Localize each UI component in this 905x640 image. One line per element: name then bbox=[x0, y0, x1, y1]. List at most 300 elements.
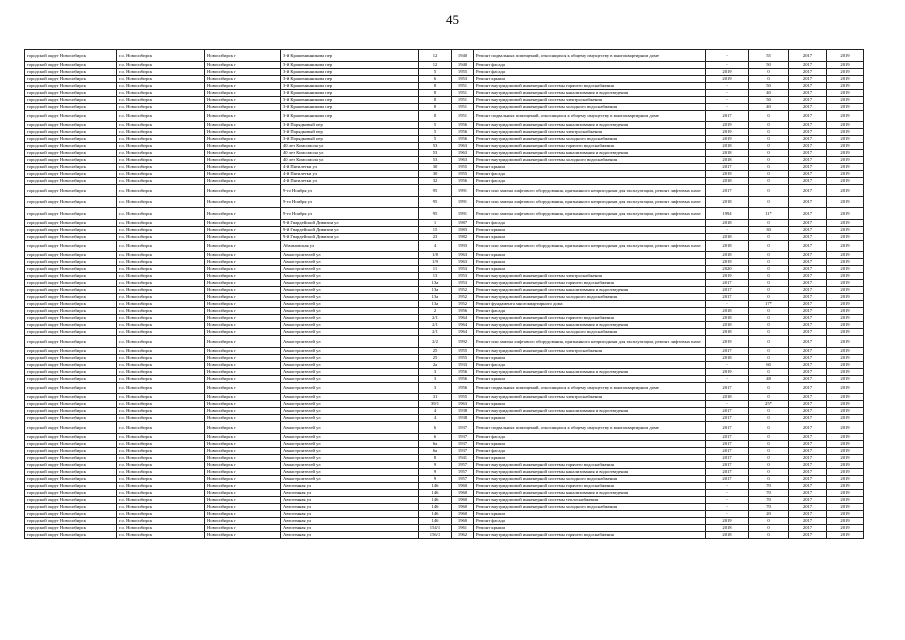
build-year-cell: 1961 bbox=[452, 524, 474, 531]
city-cell: Новосибирск г bbox=[205, 354, 281, 361]
work-type-cell: Ремонт фасада bbox=[474, 517, 706, 524]
city-cell: Новосибирск г bbox=[205, 336, 281, 348]
work-type-cell: Ремонт крыши bbox=[474, 375, 706, 382]
city-cell: Новосибирск г bbox=[205, 308, 281, 315]
work-type-cell: Ремонт внутридомовой инженерной системы электроснабжения bbox=[474, 96, 706, 103]
wear-percent-cell: 0 bbox=[749, 468, 789, 475]
city-cell: Новосибирск г bbox=[205, 75, 281, 82]
last-repair-year-cell: 2019 bbox=[706, 336, 749, 348]
plan-start-cell: 2017 bbox=[789, 252, 827, 259]
house-number-cell: 12 bbox=[419, 61, 452, 68]
plan-end-cell: 2019 bbox=[827, 164, 864, 171]
house-number-cell: 1/9 bbox=[419, 259, 452, 266]
municipality-cell: городской округ Новосибирск bbox=[25, 475, 117, 482]
district-cell: г.о. Новосибирск bbox=[117, 89, 205, 96]
municipality-cell: городской округ Новосибирск bbox=[25, 347, 117, 354]
work-type-cell: Ремонт фасада bbox=[474, 361, 706, 368]
last-repair-year-cell: - bbox=[706, 510, 749, 517]
city-cell: Новосибирск г bbox=[205, 531, 281, 538]
plan-end-cell: 2019 bbox=[827, 252, 864, 259]
plan-end-cell: 2019 bbox=[827, 354, 864, 361]
district-cell: г.о. Новосибирск bbox=[117, 96, 205, 103]
plan-start-cell: 2017 bbox=[789, 136, 827, 143]
street-cell: Авиастроителей ул bbox=[281, 475, 419, 482]
house-number-cell: 156/1 bbox=[419, 531, 452, 538]
work-type-cell: Ремонт крыши bbox=[474, 266, 706, 273]
plan-start-cell: 2017 bbox=[789, 524, 827, 531]
work-type-cell: Ремонт крыши bbox=[474, 259, 706, 266]
plan-start-cell: 2017 bbox=[789, 164, 827, 171]
plan-start-cell: 2017 bbox=[789, 440, 827, 447]
table-row bbox=[25, 308, 864, 315]
plan-start-cell: 2017 bbox=[789, 354, 827, 361]
plan-start-cell: 2017 bbox=[789, 196, 827, 208]
plan-end-cell: 2019 bbox=[827, 315, 864, 322]
house-number-cell: 53 bbox=[419, 150, 452, 157]
plan-start-cell: 2017 bbox=[789, 461, 827, 468]
last-repair-year-cell: 2017 bbox=[706, 185, 749, 197]
table-row bbox=[25, 273, 864, 280]
plan-start-cell: 2017 bbox=[789, 382, 827, 394]
table-row bbox=[25, 110, 864, 122]
city-cell: Новосибирск г bbox=[205, 375, 281, 382]
plan-end-cell: 2019 bbox=[827, 103, 864, 110]
build-year-cell: 1937 bbox=[452, 440, 474, 447]
house-number-cell: 95 bbox=[419, 196, 452, 208]
work-type-cell: Ремонт подвальных помещений, относящихся к общему имуществу в многоквартирном доме bbox=[474, 382, 706, 394]
district-cell: г.о. Новосибирск bbox=[117, 68, 205, 75]
plan-start-cell: 2017 bbox=[789, 82, 827, 89]
plan-start-cell: 2017 bbox=[789, 394, 827, 401]
table-row bbox=[25, 461, 864, 468]
municipality-cell: городской округ Новосибирск bbox=[25, 136, 117, 143]
plan-start-cell: 2017 bbox=[789, 233, 827, 240]
plan-start-cell: 2017 bbox=[789, 103, 827, 110]
house-number-cell: 25 bbox=[419, 354, 452, 361]
house-number-cell: 154/1 bbox=[419, 524, 452, 531]
last-repair-year-cell: 2019 bbox=[706, 273, 749, 280]
last-repair-year-cell: - bbox=[706, 401, 749, 408]
municipality-cell: городской округ Новосибирск bbox=[25, 517, 117, 524]
table-row bbox=[25, 503, 864, 510]
table-row bbox=[25, 524, 864, 531]
city-cell: Новосибирск г bbox=[205, 273, 281, 280]
municipality-cell: городской округ Новосибирск bbox=[25, 382, 117, 394]
street-cell: 9-го Ноября ул bbox=[281, 185, 419, 197]
house-number-cell: 53 bbox=[419, 143, 452, 150]
municipality-cell: городской округ Новосибирск bbox=[25, 503, 117, 510]
wear-percent-cell: 0 bbox=[749, 150, 789, 157]
build-year-cell: 1951 bbox=[452, 89, 474, 96]
wear-percent-cell: 55 bbox=[749, 50, 789, 62]
build-year-cell: 1953 bbox=[452, 266, 474, 273]
wear-percent-cell: 0 bbox=[749, 280, 789, 287]
plan-start-cell: 2017 bbox=[789, 468, 827, 475]
plan-end-cell: 2019 bbox=[827, 280, 864, 287]
municipality-cell: городской округ Новосибирск bbox=[25, 294, 117, 301]
city-cell: Новосибирск г bbox=[205, 482, 281, 489]
district-cell: г.о. Новосибирск bbox=[117, 82, 205, 89]
wear-percent-cell: 0 bbox=[749, 219, 789, 226]
house-number-cell: 13а bbox=[419, 287, 452, 294]
last-repair-year-cell: 2017 bbox=[706, 468, 749, 475]
table-row bbox=[25, 129, 864, 136]
work-type-cell: Ремонт внутридомовой инженерной системы горячего водоснабжения bbox=[474, 82, 706, 89]
house-number-cell: 9 bbox=[419, 475, 452, 482]
table-row bbox=[25, 226, 864, 233]
district-cell: г.о. Новосибирск bbox=[117, 185, 205, 197]
build-year-cell: 1952 bbox=[452, 287, 474, 294]
municipality-cell: городской округ Новосибирск bbox=[25, 408, 117, 415]
work-type-cell: Ремонт внутридомовой инженерной системы электроснабжения bbox=[474, 394, 706, 401]
district-cell: г.о. Новосибирск bbox=[117, 294, 205, 301]
street-cell: Авиастроителей ул bbox=[281, 368, 419, 375]
wear-percent-cell: 60 bbox=[749, 361, 789, 368]
house-number-cell: 13а bbox=[419, 294, 452, 301]
district-cell: г.о. Новосибирск bbox=[117, 375, 205, 382]
plan-end-cell: 2019 bbox=[827, 157, 864, 164]
street-cell: Авиастроителей ул bbox=[281, 401, 419, 408]
work-type-cell: Ремонт внутридомовой инженерной системы канализования и водоотведения bbox=[474, 287, 706, 294]
last-repair-year-cell: 2017 bbox=[706, 164, 749, 171]
municipality-cell: городской округ Новосибирск bbox=[25, 75, 117, 82]
build-year-cell: 1960 bbox=[452, 496, 474, 503]
city-cell: Новосибирск г bbox=[205, 266, 281, 273]
last-repair-year-cell: 2017 bbox=[706, 294, 749, 301]
plan-start-cell: 2017 bbox=[789, 178, 827, 185]
municipality-cell: городской округ Новосибирск bbox=[25, 240, 117, 252]
municipality-cell: городской округ Новосибирск bbox=[25, 433, 117, 440]
table-row bbox=[25, 171, 864, 178]
street-cell: Авиастроителей ул bbox=[281, 361, 419, 368]
house-number-cell: 4 bbox=[419, 408, 452, 415]
last-repair-year-cell: 2020 bbox=[706, 266, 749, 273]
last-repair-year-cell: 2018 bbox=[706, 157, 749, 164]
house-number-cell: 146 bbox=[419, 482, 452, 489]
municipality-cell: городской округ Новосибирск bbox=[25, 273, 117, 280]
plan-end-cell: 2019 bbox=[827, 178, 864, 185]
work-type-cell: Ремонт внутридомовой инженерной системы горячего водоснабжения bbox=[474, 461, 706, 468]
city-cell: Новосибирск г bbox=[205, 50, 281, 62]
plan-end-cell: 2019 bbox=[827, 401, 864, 408]
plan-end-cell: 2019 bbox=[827, 422, 864, 434]
plan-start-cell: 2017 bbox=[789, 422, 827, 434]
plan-end-cell: 2019 bbox=[827, 50, 864, 62]
street-cell: 3-й Порядковый пер bbox=[281, 122, 419, 129]
build-year-cell: 1987 bbox=[452, 219, 474, 226]
district-cell: г.о. Новосибирск bbox=[117, 103, 205, 110]
wear-percent-cell: 0 bbox=[749, 415, 789, 422]
house-number-cell: 6 bbox=[419, 433, 452, 440]
build-year-cell: 1955 bbox=[452, 354, 474, 361]
build-year-cell: 1940 bbox=[452, 61, 474, 68]
plan-start-cell: 2017 bbox=[789, 150, 827, 157]
plan-end-cell: 2019 bbox=[827, 143, 864, 150]
house-number-cell: 15 bbox=[419, 226, 452, 233]
table-row bbox=[25, 196, 864, 208]
wear-percent-cell: 0 bbox=[749, 233, 789, 240]
last-repair-year-cell: - bbox=[706, 226, 749, 233]
house-number-cell: 146 bbox=[419, 489, 452, 496]
plan-start-cell: 2017 bbox=[789, 208, 827, 220]
last-repair-year-cell: 2019 bbox=[706, 171, 749, 178]
table-row bbox=[25, 510, 864, 517]
municipality-cell: городской округ Новосибирск bbox=[25, 336, 117, 348]
table-row bbox=[25, 336, 864, 348]
street-cell: 3-й Крашенинникова пер bbox=[281, 103, 419, 110]
house-number-cell: 25 bbox=[419, 347, 452, 354]
plan-end-cell: 2019 bbox=[827, 185, 864, 197]
last-repair-year-cell: 2017 bbox=[706, 461, 749, 468]
wear-percent-cell: 0 bbox=[749, 136, 789, 143]
municipality-cell: городской округ Новосибирск bbox=[25, 96, 117, 103]
last-repair-year-cell: 2018 bbox=[706, 143, 749, 150]
street-cell: 3-й Порядковый пер bbox=[281, 136, 419, 143]
plan-start-cell: 2017 bbox=[789, 475, 827, 482]
municipality-cell: городской округ Новосибирск bbox=[25, 280, 117, 287]
municipality-cell: городской округ Новосибирск bbox=[25, 103, 117, 110]
wear-percent-cell: 20 bbox=[749, 510, 789, 517]
municipality-cell: городской округ Новосибирск bbox=[25, 415, 117, 422]
municipality-cell: городской округ Новосибирск bbox=[25, 287, 117, 294]
district-cell: г.о. Новосибирск bbox=[117, 329, 205, 336]
wear-percent-cell: 0 bbox=[749, 354, 789, 361]
municipality-cell: городской округ Новосибирск bbox=[25, 164, 117, 171]
city-cell: Новосибирск г bbox=[205, 503, 281, 510]
plan-end-cell: 2019 bbox=[827, 524, 864, 531]
city-cell: Новосибирск г bbox=[205, 110, 281, 122]
district-cell: г.о. Новосибирск bbox=[117, 219, 205, 226]
wear-percent-cell: 0 bbox=[749, 185, 789, 197]
district-cell: г.о. Новосибирск bbox=[117, 382, 205, 394]
work-type-cell: Ремонт крыши bbox=[474, 233, 706, 240]
plan-end-cell: 2019 bbox=[827, 408, 864, 415]
house-number-cell: 2/1 bbox=[419, 322, 452, 329]
street-cell: Авиастроителей ул bbox=[281, 468, 419, 475]
plan-end-cell: 2019 bbox=[827, 368, 864, 375]
plan-end-cell: 2019 bbox=[827, 196, 864, 208]
city-cell: Новосибирск г bbox=[205, 68, 281, 75]
last-repair-year-cell: - bbox=[706, 82, 749, 89]
city-cell: Новосибирск г bbox=[205, 524, 281, 531]
last-repair-year-cell: 2019 bbox=[706, 122, 749, 129]
work-type-cell: Ремонт внутридомовой инженерной системы холодного водоснабжения bbox=[474, 157, 706, 164]
table-row bbox=[25, 287, 864, 294]
municipality-cell: городской округ Новосибирск bbox=[25, 171, 117, 178]
district-cell: г.о. Новосибирск bbox=[117, 136, 205, 143]
plan-start-cell: 2017 bbox=[789, 259, 827, 266]
house-number-cell: 11 bbox=[419, 266, 452, 273]
wear-percent-cell: 50 bbox=[749, 96, 789, 103]
build-year-cell: 1964 bbox=[452, 315, 474, 322]
wear-percent-cell: 0 bbox=[749, 347, 789, 354]
work-type-cell: Ремонт или замена лифтового оборудования, признанного непригодным для эксплуатации, ремонт лифтовых шахт bbox=[474, 196, 706, 208]
city-cell: Новосибирск г bbox=[205, 143, 281, 150]
work-type-cell: Ремонт внутридомовой инженерной системы электроснабжения bbox=[474, 129, 706, 136]
wear-percent-cell: 50 bbox=[749, 61, 789, 68]
last-repair-year-cell: 2017 bbox=[706, 422, 749, 434]
work-type-cell: Ремонт или замена лифтового оборудования, признанного непригодным для эксплуатации, ремонт лифтовых шахт bbox=[474, 336, 706, 348]
plan-end-cell: 2019 bbox=[827, 266, 864, 273]
plan-start-cell: 2017 bbox=[789, 129, 827, 136]
street-cell: Авиастроителей ул bbox=[281, 375, 419, 382]
district-cell: г.о. Новосибирск bbox=[117, 394, 205, 401]
district-cell: г.о. Новосибирск bbox=[117, 475, 205, 482]
plan-end-cell: 2019 bbox=[827, 394, 864, 401]
district-cell: г.о. Новосибирск bbox=[117, 447, 205, 454]
street-cell: 40 лет Комсомола ул bbox=[281, 150, 419, 157]
wear-percent-cell: 0 bbox=[749, 164, 789, 171]
house-number-cell: 6а bbox=[419, 440, 452, 447]
wear-percent-cell: 0 bbox=[749, 368, 789, 375]
house-number-cell: 30 bbox=[419, 171, 452, 178]
plan-end-cell: 2019 bbox=[827, 136, 864, 143]
last-repair-year-cell: - bbox=[706, 61, 749, 68]
wear-percent-cell: 70 bbox=[749, 482, 789, 489]
house-number-cell: 4 bbox=[419, 240, 452, 252]
district-cell: г.о. Новосибирск bbox=[117, 461, 205, 468]
last-repair-year-cell: - bbox=[706, 96, 749, 103]
wear-percent-cell: 0 bbox=[749, 259, 789, 266]
street-cell: Авиастроителей ул bbox=[281, 294, 419, 301]
plan-end-cell: 2019 bbox=[827, 122, 864, 129]
work-type-cell: Ремонт фасада bbox=[474, 308, 706, 315]
house-number-cell: 1 bbox=[419, 219, 452, 226]
municipality-cell: городской округ Новосибирск bbox=[25, 219, 117, 226]
district-cell: г.о. Новосибирск bbox=[117, 61, 205, 68]
work-type-cell: Ремонт внутридомовой инженерной системы холодного водоснабжения bbox=[474, 103, 706, 110]
district-cell: г.о. Новосибирск bbox=[117, 408, 205, 415]
wear-percent-cell: 50 bbox=[749, 82, 789, 89]
table-row bbox=[25, 280, 864, 287]
street-cell: 3-й Крашенинникова пер bbox=[281, 110, 419, 122]
build-year-cell: 1937 bbox=[452, 447, 474, 454]
house-number-cell: 8 bbox=[419, 96, 452, 103]
build-year-cell: 1951 bbox=[452, 96, 474, 103]
table-row bbox=[25, 75, 864, 82]
last-repair-year-cell: 2018 bbox=[706, 308, 749, 315]
house-number-cell: 5 bbox=[419, 68, 452, 75]
house-number-cell: 8 bbox=[419, 110, 452, 122]
municipality-cell: городской округ Новосибирск bbox=[25, 185, 117, 197]
table-row bbox=[25, 301, 864, 308]
work-type-cell: Ремонт внутридомовой инженерной системы холодного водоснабжения bbox=[474, 503, 706, 510]
table-row bbox=[25, 164, 864, 171]
plan-start-cell: 2017 bbox=[789, 75, 827, 82]
municipality-cell: городской округ Новосибирск bbox=[25, 308, 117, 315]
build-year-cell: 1937 bbox=[452, 422, 474, 434]
last-repair-year-cell: 2018 bbox=[706, 524, 749, 531]
house-number-cell: 8 bbox=[419, 454, 452, 461]
plan-end-cell: 2019 bbox=[827, 361, 864, 368]
table-row bbox=[25, 517, 864, 524]
house-number-cell: 30 bbox=[419, 164, 452, 171]
plan-start-cell: 2017 bbox=[789, 433, 827, 440]
work-type-cell: Ремонт внутридомовой инженерной системы канализования и водоотведения bbox=[474, 408, 706, 415]
build-year-cell: 1953 bbox=[452, 75, 474, 82]
build-year-cell: 1952 bbox=[452, 294, 474, 301]
last-repair-year-cell: 2017 bbox=[706, 382, 749, 394]
wear-percent-cell: 0 bbox=[749, 122, 789, 129]
work-type-cell: Ремонт фасада bbox=[474, 433, 706, 440]
plan-start-cell: 2017 bbox=[789, 375, 827, 382]
build-year-cell: 1963 bbox=[452, 401, 474, 408]
municipality-cell: городской округ Новосибирск bbox=[25, 89, 117, 96]
city-cell: Новосибирск г bbox=[205, 401, 281, 408]
plan-end-cell: 2019 bbox=[827, 375, 864, 382]
district-cell: г.о. Новосибирск bbox=[117, 75, 205, 82]
district-cell: г.о. Новосибирск bbox=[117, 259, 205, 266]
municipality-cell: городской округ Новосибирск bbox=[25, 361, 117, 368]
work-type-cell: Ремонт внутридомовой инженерной системы канализования и водоотведения bbox=[474, 150, 706, 157]
wear-percent-cell: 0 bbox=[749, 308, 789, 315]
house-number-cell: 5 bbox=[419, 129, 452, 136]
plan-start-cell: 2017 bbox=[789, 315, 827, 322]
wear-percent-cell: 0 bbox=[749, 315, 789, 322]
plan-end-cell: 2019 bbox=[827, 150, 864, 157]
plan-start-cell: 2017 bbox=[789, 447, 827, 454]
plan-end-cell: 2019 bbox=[827, 468, 864, 475]
wear-percent-cell: 0 bbox=[749, 252, 789, 259]
last-repair-year-cell: - bbox=[706, 503, 749, 510]
house-number-cell: 2 bbox=[419, 308, 452, 315]
work-type-cell: Ремонт крыши bbox=[474, 440, 706, 447]
table-row bbox=[25, 354, 864, 361]
table-row bbox=[25, 252, 864, 259]
table-row bbox=[25, 329, 864, 336]
district-cell: г.о. Новосибирск bbox=[117, 150, 205, 157]
build-year-cell: 1938 bbox=[452, 408, 474, 415]
work-type-cell: Ремонт фундамента многоквартирного дома bbox=[474, 301, 706, 308]
house-number-cell: 2/2 bbox=[419, 336, 452, 348]
house-number-cell: 9 bbox=[419, 468, 452, 475]
municipality-cell: городской округ Новосибирск bbox=[25, 368, 117, 375]
table-row bbox=[25, 489, 864, 496]
table-row bbox=[25, 178, 864, 185]
last-repair-year-cell: 2017 bbox=[706, 280, 749, 287]
plan-end-cell: 2019 bbox=[827, 89, 864, 96]
work-type-cell: Ремонт фасада bbox=[474, 171, 706, 178]
build-year-cell: 1951 bbox=[452, 103, 474, 110]
street-cell: 3-й Крашенинникова пер bbox=[281, 61, 419, 68]
wear-percent-cell: 0 bbox=[749, 447, 789, 454]
plan-start-cell: 2017 bbox=[789, 301, 827, 308]
build-year-cell: 1991 bbox=[452, 196, 474, 208]
last-repair-year-cell: 2017 bbox=[706, 110, 749, 122]
table-row bbox=[25, 82, 864, 89]
district-cell: г.о. Новосибирск bbox=[117, 415, 205, 422]
build-year-cell: 1956 bbox=[452, 122, 474, 129]
plan-end-cell: 2019 bbox=[827, 287, 864, 294]
plan-end-cell: 2019 bbox=[827, 322, 864, 329]
table-row bbox=[25, 61, 864, 68]
build-year-cell: 1963 bbox=[452, 259, 474, 266]
table-row bbox=[25, 361, 864, 368]
last-repair-year-cell: 2019 bbox=[706, 259, 749, 266]
build-year-cell: 1963 bbox=[452, 143, 474, 150]
street-cell: 9-й Гвардейской Дивизии ул bbox=[281, 233, 419, 240]
municipality-cell: городской округ Новосибирск bbox=[25, 301, 117, 308]
last-repair-year-cell: 2017 bbox=[706, 475, 749, 482]
table-row bbox=[25, 96, 864, 103]
district-cell: г.о. Новосибирск bbox=[117, 122, 205, 129]
work-type-cell: Ремонт внутридомовой инженерной системы канализования и водоотведения bbox=[474, 489, 706, 496]
street-cell: Авиастроителей ул bbox=[281, 273, 419, 280]
plan-start-cell: 2017 bbox=[789, 482, 827, 489]
last-repair-year-cell: - bbox=[706, 301, 749, 308]
plan-start-cell: 2017 bbox=[789, 68, 827, 75]
municipality-cell: городской округ Новосибирск bbox=[25, 129, 117, 136]
